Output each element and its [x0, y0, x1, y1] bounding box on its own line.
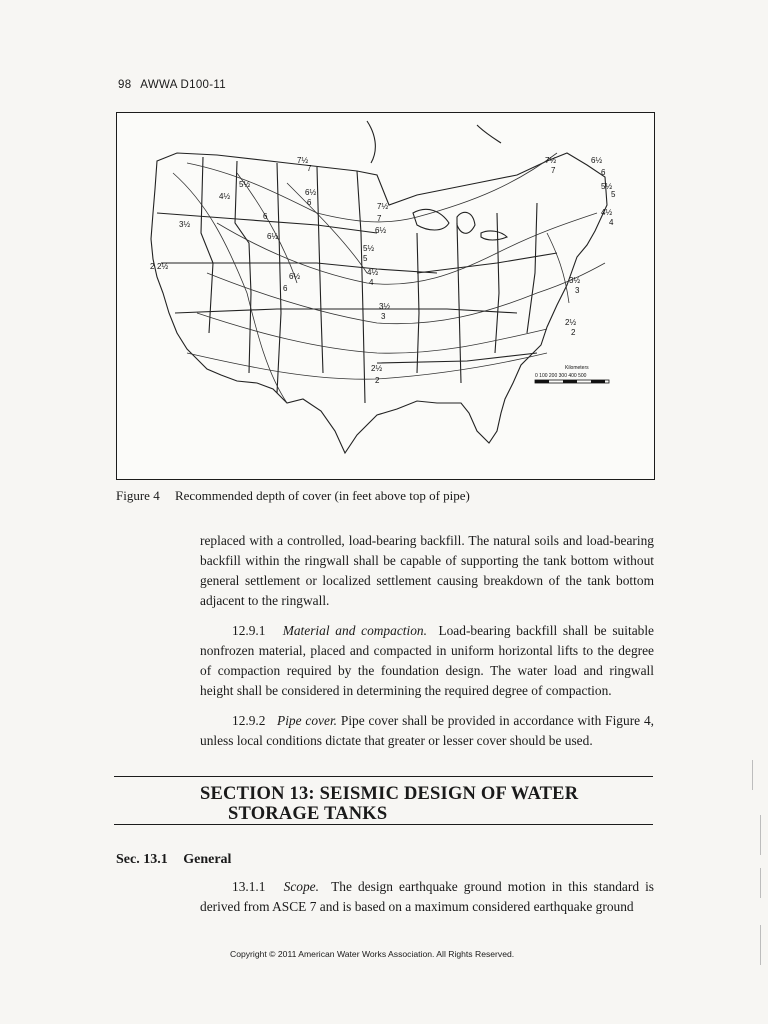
clause-text: Pipe cover shall be provided in accordance with Figure 4, unless local conditions dictate that greater or lesser cover should be used. [200, 713, 654, 748]
page-number: 98 [118, 79, 132, 91]
label-6: 6 [263, 212, 268, 221]
label-6-c: 6 [307, 198, 312, 207]
section-title-line-2: STORAGE TANKS [228, 804, 388, 824]
clause-title: Pipe cover. [277, 713, 338, 728]
map-scale-bar [535, 365, 609, 383]
clause-text: The design earthquake ground motion in this standard is derived from ASCE 7 and is based on a maximum considered earthquake ground [200, 879, 655, 914]
label-5-b: 5 [611, 190, 616, 199]
label-2-half-c: 2½ [565, 318, 577, 327]
label-2-half: 2½ [157, 262, 169, 271]
sec-title: General [183, 852, 232, 867]
clause-title: Material and compaction. [282, 623, 427, 638]
us-frost-depth-map [117, 113, 654, 479]
label-4-half-c: 4½ [601, 208, 613, 217]
label-7-half-b: 7½ [377, 202, 389, 211]
label-7-c: 7 [551, 166, 556, 175]
figure-caption-text: Recommended depth of cover (in feet above top of pipe) [174, 488, 470, 503]
clause-number: 13.1.1 [232, 879, 266, 894]
label-6-half-c: 6½ [305, 188, 317, 197]
label-7-half-c: 7½ [545, 156, 557, 165]
label-3-b: 3 [575, 286, 580, 295]
label-5-half-b: 5½ [363, 244, 375, 253]
figure-4-map [116, 112, 655, 480]
label-2-c: 2 [571, 328, 576, 337]
label-6-half-e: 6½ [591, 156, 603, 165]
doc-id: AWWA D100-11 [140, 79, 226, 91]
label-6-d: 6 [601, 168, 606, 177]
label-6-half: 6½ [267, 232, 279, 241]
label-3-half: 3½ [179, 220, 191, 229]
label-5-half-c: 5½ [601, 182, 613, 191]
clause-text: Load-bearing backfill shall be suitable nonfrozen material, placed and compacted in uniform horizontal lifts to the degree of compaction required by the foundation design. The water load and ringwall height shall be considered in determining the required degree of compaction. [200, 623, 654, 698]
copyright-footer: Copyright © 2011 American Water Works Association. All Rights Reserved. [230, 949, 515, 959]
label-4-b: 4 [609, 218, 614, 227]
scale-title: Kilometers [565, 365, 589, 371]
label-3-half-b: 3½ [379, 302, 391, 311]
label-5: 5 [363, 254, 368, 263]
figure-number: Figure 4 [116, 488, 160, 503]
label-4: 4 [369, 278, 374, 287]
clause-number: 12.9.1 [232, 623, 266, 638]
sec-13-1-heading [116, 852, 231, 868]
label-6-half-d: 6½ [375, 226, 387, 235]
label-5-half: 5½ [239, 180, 251, 189]
label-2-b: 2 [375, 376, 380, 385]
label-2: 2 [150, 262, 155, 271]
label-6-b: 6 [283, 284, 288, 293]
label-7-half: 7½ [297, 156, 309, 165]
paragraph-12-9-2 [200, 711, 654, 751]
section-title-line-1: SECTION 13: SEISMIC DESIGN OF WATER [200, 784, 579, 804]
label-2-half-b: 2½ [371, 364, 383, 373]
label-7: 7 [307, 164, 312, 173]
label-6-half-b: 6½ [289, 272, 301, 281]
paragraph-12-9-1 [200, 621, 654, 701]
section-13-title [200, 784, 652, 824]
label-4-half-b: 4½ [367, 268, 379, 277]
section-rule-top [114, 776, 653, 777]
figure-caption [116, 488, 470, 504]
label-3: 3 [381, 312, 386, 321]
scale-ticks: 0 100 200 300 400 500 [535, 373, 587, 379]
paragraph-13-1-1 [200, 877, 654, 917]
paragraph-intro: replaced with a controlled, load-bearing backfill. The natural soils and load-bearing backfill within the ringwall shall be capable of supporting the tank bottom without general settlement or localized settlement causing breakdown of the tank bottom adjacent to the ringwall. [200, 533, 654, 608]
clause-number: 12.9.2 [232, 713, 266, 728]
section-rule-bottom [114, 824, 653, 825]
page-header [118, 79, 232, 91]
label-3-half-c: 3½ [569, 276, 581, 285]
sec-number: Sec. 13.1 [116, 852, 168, 867]
label-4-half: 4½ [219, 192, 231, 201]
label-7-b: 7 [377, 214, 382, 223]
clause-title: Scope. [283, 879, 319, 894]
